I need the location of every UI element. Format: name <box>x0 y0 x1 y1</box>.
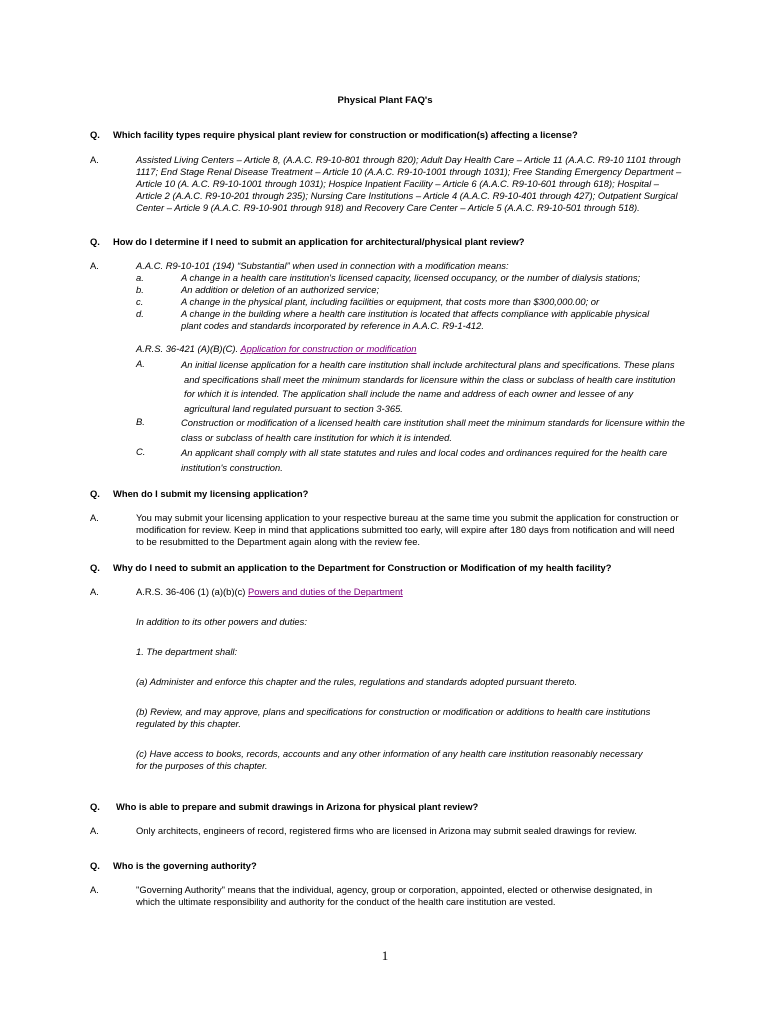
question-1: Which facility types require physical plant review for construction or modification(s) affecting a license? <box>113 129 578 140</box>
list-marker: C. <box>136 446 146 457</box>
powers-paragraph: 1. The department shall: <box>136 646 238 657</box>
list-marker: a. <box>136 272 144 283</box>
question-marker: Q. <box>90 129 100 140</box>
question-6: Who is the governing authority? <box>113 860 257 871</box>
question-2: How do I determine if I need to submit an application for architectural/physical plant review? <box>113 236 525 247</box>
question-marker: Q. <box>90 488 100 499</box>
page-number: 1 <box>381 948 389 963</box>
powers-duties-link[interactable]: Powers and duties of the Department <box>248 586 403 597</box>
page-title: Physical Plant FAQ's <box>337 95 433 106</box>
list-item: A change in a health care institution's licensed capacity, licensed occupancy, or the number of dialysis stations; <box>181 272 641 283</box>
list-marker: c. <box>136 296 144 307</box>
answer-6: "Governing Authority" means that the individual, agency, group or corporation, appointed, elected or otherwise designated, in which the ultimate responsibility and authority for the conduct of the health care institution are vested. <box>136 884 653 907</box>
answer-marker: A. <box>90 825 99 836</box>
powers-paragraph: (c) Have access to books, records, accounts and any other information of any health care institution reasonably necessary for the purposes of this chapter. <box>136 748 643 771</box>
powers-paragraph: In addition to its other powers and duties: <box>136 616 307 627</box>
answer-2-intro: A.A.C. R9-10-101 (194) “Substantial” when used in connection with a modification means: <box>136 260 509 271</box>
list-item: An initial license application for a health care institution shall include architectural plans and specifications. These plans and specifications shall meet the minimum standards for licensure within the class or subclass of health care institution for which it is intended. The application shall include the name and address of each owner and lessee of any agricultural land regulated pursuant to section 3-365. <box>181 359 676 414</box>
application-link[interactable]: Application for construction or modification <box>240 343 417 354</box>
answer-marker: A. <box>90 884 99 895</box>
ars-prefix: A.R.S. 36-406 (1) (a)(b)(c) <box>136 586 246 597</box>
list-item: A change in the physical plant, including facilities or equipment, that costs more than $300,000.00; or <box>181 296 600 307</box>
list-item: A change in the building where a health care institution is located that affects compliance with applicable physical plant codes and standards incorporated by reference in A.A.C. R9-1-412. <box>181 308 650 331</box>
question-3: When do I submit my licensing application? <box>113 488 309 499</box>
powers-reference <box>136 586 684 598</box>
question-5: Who is able to prepare and submit drawings in Arizona for physical plant review? <box>116 801 479 812</box>
list-marker: b. <box>136 284 144 295</box>
ars-prefix: A.R.S. 36-421 (A)(B)(C). <box>136 343 239 354</box>
list-item: Construction or modification of a licensed health care institution shall meet the minimum standards for licensure within the class or subclass of health care institution for which it is intended. <box>181 417 685 443</box>
powers-paragraph: (a) Administer and enforce this chapter and the rules, regulations and standards adopted pursuant thereto. <box>136 676 578 687</box>
answer-3: You may submit your licensing application to your respective bureau at the same time you submit the application for construction or modification for review. Keep in mind that applications submitted too early, will expire after 180 days from notification and will need to be resubmitted to the Department again along with the review fee. <box>136 512 679 547</box>
list-item: An addition or deletion of an authorized service; <box>181 284 380 295</box>
question-marker: Q. <box>90 860 100 871</box>
answer-1: Assisted Living Centers – Article 8, (A.A.C. R9-10-801 through 820); Adult Day Health Care – Article 11 (A.A.C. R9-10 1101 through 1117; End Stage Renal Disease Treatment – Article 10 (A.A.C. R9-10-1001 through 1031); Free Standing Emergency Department – Article 10 (A. A.C. R9-10-1001 through 1031); Hospice Inpatient Facility – Article 6 (A.A.C. R9-10-601 through 618); Hospital – Article 2 (A.A.C. R9-10-201 through 235); Nursing Care Institutions – Article 4 (A.A.C. R9-10-401 through 427); Outpatient Surgical Center – Article 9 (A.A.C. R9-10-901 through 918) and Recovery Care Center – Article 5 (A.A.C. R9-10-501 through 518). <box>136 154 682 213</box>
ars-reference <box>136 343 684 355</box>
list-item: An applicant shall comply with all state statutes and rules and local codes and ordinances required for the health care institution's construction. <box>181 447 668 473</box>
question-4: Why do I need to submit an application to the Department for Construction or Modification of my health facility? <box>113 562 612 573</box>
answer-marker: A. <box>90 512 99 523</box>
answer-marker: A. <box>90 586 99 597</box>
powers-paragraph: (b) Review, and may approve, plans and specifications for construction or modification or additions to health care institutions regulated by this chapter. <box>136 706 651 729</box>
list-marker: d. <box>136 308 144 319</box>
question-marker: Q. <box>90 562 100 573</box>
answer-5: Only architects, engineers of record, registered firms who are licensed in Arizona may submit sealed drawings for review. <box>136 825 637 836</box>
list-marker: A. <box>136 358 145 369</box>
answer-marker: A. <box>90 260 99 271</box>
answer-marker: A. <box>90 154 99 165</box>
question-marker: Q. <box>90 801 100 812</box>
list-marker: B. <box>136 416 145 427</box>
question-marker: Q. <box>90 236 100 247</box>
